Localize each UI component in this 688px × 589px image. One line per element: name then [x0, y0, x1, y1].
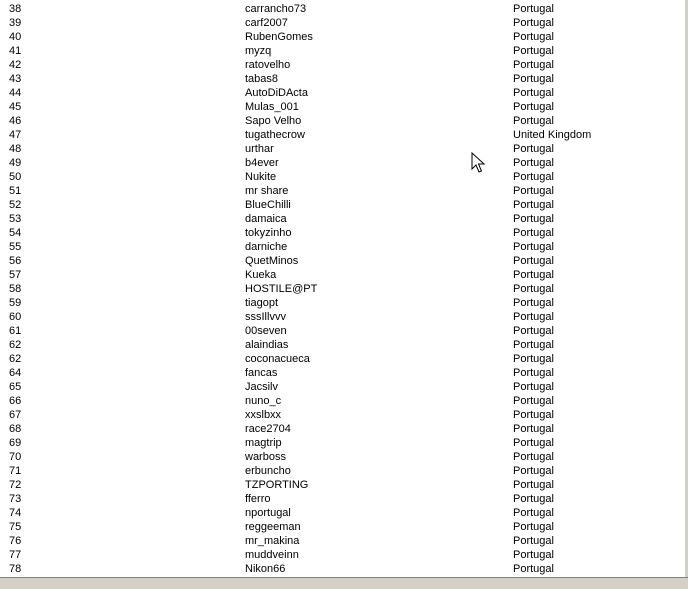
- cell-name: carrancho73: [245, 3, 307, 15]
- cell-country: Portugal: [513, 213, 554, 225]
- cell-country: Portugal: [513, 325, 554, 337]
- cell-rank: 41: [9, 45, 22, 57]
- table-row[interactable]: [0, 100, 685, 114]
- cell-name: magtrip: [245, 437, 282, 449]
- cell-rank: 40: [9, 31, 22, 43]
- table-row[interactable]: [0, 282, 685, 296]
- cell-country: Portugal: [513, 479, 554, 491]
- cell-country: Portugal: [513, 157, 554, 169]
- cell-name: mr_makina: [245, 535, 300, 547]
- cell-country: Portugal: [513, 409, 554, 421]
- cell-name: muddveinn: [245, 549, 299, 561]
- cell-name: mr share: [245, 185, 289, 197]
- cell-country: Portugal: [513, 535, 554, 547]
- cell-name: Mulas_001: [245, 101, 299, 113]
- cell-country: Portugal: [513, 87, 554, 99]
- cell-rank: 67: [9, 409, 22, 421]
- table-row[interactable]: [0, 464, 685, 478]
- cell-name: TZPORTING: [245, 479, 309, 491]
- cell-rank: 42: [9, 59, 22, 71]
- cell-country: Portugal: [513, 507, 554, 519]
- cell-country: Portugal: [513, 283, 554, 295]
- cell-country: Portugal: [513, 59, 554, 71]
- table-row[interactable]: [0, 58, 685, 72]
- cell-name: AutoDiDActa: [245, 87, 308, 99]
- cell-country: Portugal: [513, 31, 554, 43]
- cell-rank: 55: [9, 241, 22, 253]
- cell-name: Nikon66: [245, 563, 286, 575]
- table-row[interactable]: [0, 562, 685, 576]
- cell-name: nportugal: [245, 507, 291, 519]
- cell-rank: 66: [9, 395, 22, 407]
- cell-rank: 75: [9, 521, 22, 533]
- cell-rank: 61: [9, 325, 22, 337]
- cell-rank: 54: [9, 227, 22, 239]
- cell-name: damaica: [245, 213, 287, 225]
- table-row[interactable]: [0, 240, 685, 254]
- cell-country: Portugal: [513, 311, 554, 323]
- cell-rank: 53: [9, 213, 22, 225]
- table-row[interactable]: [0, 198, 685, 212]
- cell-name: xxslbxx: [245, 409, 282, 421]
- table-row[interactable]: [0, 170, 685, 184]
- cell-country: Portugal: [513, 339, 554, 351]
- table-row[interactable]: [0, 254, 685, 268]
- table-row[interactable]: [0, 534, 685, 548]
- cell-country: Portugal: [513, 465, 554, 477]
- cell-rank: 48: [9, 143, 22, 155]
- cell-rank: 43: [9, 73, 22, 85]
- cell-country: Portugal: [513, 269, 554, 281]
- cell-name: ratovelho: [245, 59, 291, 71]
- table-row[interactable]: [0, 520, 685, 534]
- cell-name: BlueChilli: [245, 199, 291, 211]
- cell-country: Portugal: [513, 101, 554, 113]
- cell-name: reggeeman: [245, 521, 301, 533]
- cell-country: Portugal: [513, 73, 554, 85]
- table-row[interactable]: [0, 478, 685, 492]
- cell-rank: 62: [9, 353, 22, 365]
- table-row[interactable]: [0, 72, 685, 86]
- cell-country: Portugal: [513, 3, 554, 15]
- cell-rank: 39: [9, 17, 22, 29]
- cell-name: race2704: [245, 423, 291, 435]
- cell-rank: 65: [9, 381, 22, 393]
- table-row[interactable]: [0, 268, 685, 282]
- cell-country: United Kingdom: [513, 129, 592, 141]
- cell-name: QuetMinos: [245, 255, 299, 267]
- table-row[interactable]: [0, 2, 685, 16]
- cell-rank: 45: [9, 101, 22, 113]
- table-row[interactable]: [0, 30, 685, 44]
- cell-country: Portugal: [513, 563, 554, 575]
- table-row[interactable]: [0, 352, 685, 366]
- cell-rank: 44: [9, 87, 22, 99]
- cell-rank: 77: [9, 549, 22, 561]
- cell-country: Portugal: [513, 353, 554, 365]
- table-row[interactable]: [0, 156, 685, 170]
- cell-rank: 46: [9, 115, 22, 127]
- cell-country: Portugal: [513, 521, 554, 533]
- cell-name: erbuncho: [245, 465, 291, 477]
- cell-country: Portugal: [513, 115, 554, 127]
- cell-rank: 47: [9, 129, 22, 141]
- cell-rank: 74: [9, 507, 22, 519]
- cell-name: nuno_c: [245, 395, 282, 407]
- cell-country: Portugal: [513, 395, 554, 407]
- cell-rank: 49: [9, 157, 22, 169]
- table-row[interactable]: [0, 450, 685, 464]
- cell-country: Portugal: [513, 493, 554, 505]
- table-row[interactable]: [0, 184, 685, 198]
- cell-name: fancas: [245, 367, 278, 379]
- cell-name: Sapo Velho: [245, 115, 302, 127]
- table-row[interactable]: [0, 114, 685, 128]
- cell-country: Portugal: [513, 255, 554, 267]
- table-row[interactable]: [0, 338, 685, 352]
- cell-name: 00seven: [245, 325, 287, 337]
- cell-country: Portugal: [513, 367, 554, 379]
- table-row[interactable]: [0, 226, 685, 240]
- table-row[interactable]: [0, 548, 685, 562]
- table-row[interactable]: [0, 44, 685, 58]
- cell-rank: 71: [9, 465, 22, 477]
- cell-name: tokyzinho: [245, 227, 292, 239]
- cell-name: myzq: [245, 45, 272, 57]
- cell-country: Portugal: [513, 381, 554, 393]
- cell-name: RubenGomes: [245, 31, 313, 43]
- cell-name: b4ever: [245, 157, 279, 169]
- table-row[interactable]: [0, 506, 685, 520]
- cell-rank: 72: [9, 479, 22, 491]
- cell-country: Portugal: [513, 241, 554, 253]
- cell-rank: 59: [9, 297, 22, 309]
- table-row[interactable]: [0, 86, 685, 100]
- cell-rank: 69: [9, 437, 22, 449]
- cell-rank: 57: [9, 269, 22, 281]
- cell-country: Portugal: [513, 45, 554, 57]
- mouse-pointer-icon: [471, 152, 485, 174]
- cell-rank: 62: [9, 339, 22, 351]
- table-row[interactable]: [0, 394, 685, 408]
- cell-country: Portugal: [513, 549, 554, 561]
- cell-name: tiagopt: [245, 297, 279, 309]
- cell-rank: 58: [9, 283, 22, 295]
- table-row[interactable]: [0, 492, 685, 506]
- table-row[interactable]: [0, 212, 685, 226]
- cell-name: darniche: [245, 241, 288, 253]
- table-row[interactable]: [0, 296, 685, 310]
- cell-rank: 50: [9, 171, 22, 183]
- cell-country: Portugal: [513, 297, 554, 309]
- cell-name: tugathecrow: [245, 129, 305, 141]
- cell-rank: 78: [9, 563, 22, 575]
- cell-rank: 52: [9, 199, 22, 211]
- cell-country: Portugal: [513, 171, 554, 183]
- cell-name: coconacueca: [245, 353, 310, 365]
- cell-rank: 56: [9, 255, 22, 267]
- table-row[interactable]: [0, 436, 685, 450]
- window-bottom-bar: [0, 577, 688, 589]
- cell-country: Portugal: [513, 227, 554, 239]
- cell-country: Portugal: [513, 143, 554, 155]
- cell-country: Portugal: [513, 17, 554, 29]
- cell-name: fferro: [245, 493, 271, 505]
- cell-country: Portugal: [513, 423, 554, 435]
- table-row[interactable]: [0, 324, 685, 338]
- cell-country: Portugal: [513, 437, 554, 449]
- cell-country: Portugal: [513, 451, 554, 463]
- cell-name: sssIllvvv: [245, 311, 286, 323]
- cell-name: warboss: [245, 451, 286, 463]
- cell-rank: 68: [9, 423, 22, 435]
- cell-name: Jacsilv: [245, 381, 279, 393]
- cell-rank: 60: [9, 311, 22, 323]
- cell-rank: 73: [9, 493, 22, 505]
- cell-country: Portugal: [513, 185, 554, 197]
- table-row[interactable]: [0, 128, 685, 142]
- table-row[interactable]: [0, 16, 685, 30]
- cell-rank: 64: [9, 367, 22, 379]
- cell-name: Nukite: [245, 171, 277, 183]
- table-row[interactable]: [0, 310, 685, 324]
- cell-rank: 70: [9, 451, 22, 463]
- cell-country: Portugal: [513, 199, 554, 211]
- cell-name: HOSTILE@PT: [245, 283, 318, 295]
- cell-name: alaindias: [245, 339, 289, 351]
- cell-name: urthar: [245, 143, 274, 155]
- table-row[interactable]: [0, 408, 685, 422]
- table-row[interactable]: [0, 380, 685, 394]
- cell-name: Kueka: [245, 269, 277, 281]
- table-row[interactable]: [0, 366, 685, 380]
- table-row[interactable]: [0, 142, 685, 156]
- cell-name: tabas8: [245, 73, 279, 85]
- cell-name: carf2007: [245, 17, 288, 29]
- table-row[interactable]: [0, 422, 685, 436]
- cell-rank: 51: [9, 185, 22, 197]
- cell-rank: 38: [9, 3, 22, 15]
- cell-rank: 76: [9, 535, 22, 547]
